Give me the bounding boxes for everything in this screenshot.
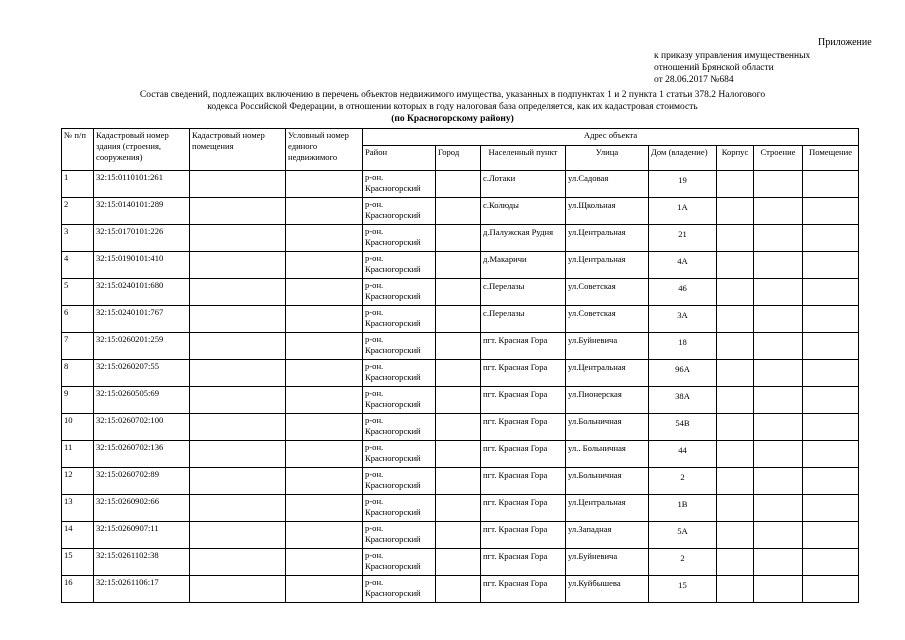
cell-building <box>754 360 803 387</box>
cell-conditional-number <box>286 522 363 549</box>
cell-room <box>803 576 859 603</box>
cell-conditional-number <box>286 306 363 333</box>
header-street: Улица <box>566 146 649 171</box>
cell-korpus <box>717 549 754 576</box>
cell-locality: с.Перелазы <box>481 306 566 333</box>
cell-cadastral-number: 32:15:0260201:259 <box>94 333 190 360</box>
cell-street: ул.. Больничная <box>566 441 649 468</box>
cell-num: 6 <box>62 306 94 333</box>
title-line-2: кодекса Российской Федерации, в отношении которых в году налоговая база определяется, как их кадастровая стоимость <box>207 102 698 112</box>
cell-building <box>754 333 803 360</box>
cell-locality: пгт. Красная Гора <box>481 441 566 468</box>
cell-cadastral-room <box>190 576 286 603</box>
cell-conditional-number <box>286 441 363 468</box>
header-house: Дом (владение) <box>649 146 717 171</box>
cell-cadastral-number: 32:15:0260207:55 <box>94 360 190 387</box>
table-row <box>62 252 859 279</box>
cell-building <box>754 522 803 549</box>
cell-building <box>754 441 803 468</box>
order-line: от 28.06.2017 №684 <box>654 75 734 85</box>
cell-num: 5 <box>62 279 94 306</box>
cell-cadastral-number: 32:15:0260702:100 <box>94 414 190 441</box>
table-row <box>62 171 859 198</box>
cell-locality: д.Палужская Рудня <box>481 225 566 252</box>
header-num: № п/п <box>62 129 94 171</box>
cell-conditional-number <box>286 387 363 414</box>
header-district: Район <box>363 146 436 171</box>
cell-room <box>803 225 859 252</box>
cell-street: ул.Щкольная <box>566 198 649 225</box>
table-body <box>62 171 859 603</box>
cell-house: 3А <box>649 306 717 333</box>
cell-cadastral-room <box>190 414 286 441</box>
cell-korpus <box>717 576 754 603</box>
order-line: к приказу управления имущественных <box>654 51 811 61</box>
cell-street: ул.Садовая <box>566 171 649 198</box>
cell-street: ул.Центральная <box>566 252 649 279</box>
property-register-table <box>61 128 859 603</box>
cell-street: ул.Больничная <box>566 468 649 495</box>
header-city: Город <box>436 146 481 171</box>
cell-locality: с.Лотаки <box>481 171 566 198</box>
cell-cadastral-number: 32:15:0260702:136 <box>94 441 190 468</box>
title-district: (по Красногорскому району) <box>391 114 514 124</box>
cell-house: 5А <box>649 522 717 549</box>
cell-locality: пгт. Красная Гора <box>481 360 566 387</box>
cell-cadastral-number: 32:15:0260505:69 <box>94 387 190 414</box>
cell-cadastral-room <box>190 279 286 306</box>
cell-korpus <box>717 279 754 306</box>
cell-locality: пгт. Красная Гора <box>481 414 566 441</box>
cell-building <box>754 225 803 252</box>
cell-korpus <box>717 387 754 414</box>
cell-korpus <box>717 171 754 198</box>
cell-cadastral-number: 32:15:0260907:11 <box>94 522 190 549</box>
table-row <box>62 333 859 360</box>
order-reference <box>654 50 810 86</box>
cell-locality: пгт. Красная Гора <box>481 495 566 522</box>
cell-building <box>754 549 803 576</box>
cell-building <box>754 576 803 603</box>
cell-locality: с.Перелазы <box>481 279 566 306</box>
cell-building <box>754 414 803 441</box>
cell-num: 2 <box>62 198 94 225</box>
cell-cadastral-room <box>190 441 286 468</box>
cell-num: 7 <box>62 333 94 360</box>
cell-district: р-он. Красногорский <box>363 198 436 225</box>
cell-locality: пгт. Красная Гора <box>481 468 566 495</box>
header-locality: Населенный пункт <box>481 146 566 171</box>
cell-korpus <box>717 495 754 522</box>
cell-room <box>803 468 859 495</box>
table-row <box>62 387 859 414</box>
cell-cadastral-number: 32:15:0261102:38 <box>94 549 190 576</box>
cell-conditional-number <box>286 252 363 279</box>
cell-street: ул.Советская <box>566 279 649 306</box>
cell-street: ул.Центральная <box>566 225 649 252</box>
cell-cadastral-number: 32:15:0140101:289 <box>94 198 190 225</box>
cell-num: 15 <box>62 549 94 576</box>
cell-room <box>803 360 859 387</box>
cell-num: 10 <box>62 414 94 441</box>
cell-house: 46 <box>649 279 717 306</box>
cell-city <box>436 522 481 549</box>
cell-cadastral-room <box>190 306 286 333</box>
cell-house: 15 <box>649 576 717 603</box>
cell-room <box>803 306 859 333</box>
table-row <box>62 576 859 603</box>
cell-house: 54В <box>649 414 717 441</box>
cell-street: ул.Больничная <box>566 414 649 441</box>
table-row <box>62 468 859 495</box>
cell-building <box>754 252 803 279</box>
cell-house: 44 <box>649 441 717 468</box>
cell-street: ул.Центральная <box>566 360 649 387</box>
cell-building <box>754 495 803 522</box>
cell-cadastral-room <box>190 468 286 495</box>
cell-city <box>436 360 481 387</box>
header-room: Помещение <box>803 146 859 171</box>
cell-house: 4А <box>649 252 717 279</box>
cell-district: р-он. Красногорский <box>363 414 436 441</box>
cell-conditional-number <box>286 468 363 495</box>
cell-num: 4 <box>62 252 94 279</box>
cell-district: р-он. Красногорский <box>363 522 436 549</box>
cell-house: 96А <box>649 360 717 387</box>
cell-locality: пгт. Красная Гора <box>481 549 566 576</box>
cell-street: ул.Буйневича <box>566 333 649 360</box>
cell-cadastral-room <box>190 252 286 279</box>
cell-city <box>436 279 481 306</box>
cell-district: р-он. Красногорский <box>363 333 436 360</box>
cell-building <box>754 387 803 414</box>
cell-cadastral-number: 32:15:0170101:226 <box>94 225 190 252</box>
header-cadastral-room: Кадастровый номер помещения <box>190 129 286 171</box>
cell-city <box>436 576 481 603</box>
header-korpus: Корпус <box>717 146 754 171</box>
cell-korpus <box>717 198 754 225</box>
cell-num: 14 <box>62 522 94 549</box>
cell-conditional-number <box>286 198 363 225</box>
cell-cadastral-room <box>190 360 286 387</box>
cell-district: р-он. Красногорский <box>363 252 436 279</box>
cell-city <box>436 387 481 414</box>
table-row <box>62 522 859 549</box>
cell-city <box>436 198 481 225</box>
cell-room <box>803 333 859 360</box>
title-line-1: Состав сведений, подлежащих включению в перечень объектов недвижимого имущества, указанных в подпунктах 1 и 2 пункта 1 статьи 378.2 Налогового <box>139 90 766 100</box>
cell-district: р-он. Красногорский <box>363 279 436 306</box>
table-row <box>62 225 859 252</box>
cell-house: 18 <box>649 333 717 360</box>
cell-room <box>803 198 859 225</box>
cell-cadastral-number: 32:15:0261106:17 <box>94 576 190 603</box>
cell-city <box>436 441 481 468</box>
cell-room <box>803 387 859 414</box>
cell-cadastral-room <box>190 387 286 414</box>
cell-cadastral-number: 32:15:0240101:680 <box>94 279 190 306</box>
cell-room <box>803 414 859 441</box>
cell-building <box>754 171 803 198</box>
cell-conditional-number <box>286 360 363 387</box>
cell-street: ул.Пионерская <box>566 387 649 414</box>
cell-district: р-он. Красногорский <box>363 495 436 522</box>
cell-room <box>803 522 859 549</box>
cell-district: р-он. Красногорский <box>363 441 436 468</box>
cell-district: р-он. Красногорский <box>363 360 436 387</box>
cell-cadastral-room <box>190 549 286 576</box>
cell-district: р-он. Красногорский <box>363 468 436 495</box>
cell-locality: пгт. Красная Гора <box>481 576 566 603</box>
cell-korpus <box>717 522 754 549</box>
header-cadastral-building: Кадастровый номер здания (строения, сооружения) <box>94 129 190 171</box>
cell-district: р-он. Красногорский <box>363 549 436 576</box>
cell-cadastral-room <box>190 495 286 522</box>
table-row <box>62 198 859 225</box>
cell-conditional-number <box>286 495 363 522</box>
cell-locality: пгт. Красная Гора <box>481 387 566 414</box>
cell-city <box>436 252 481 279</box>
cell-cadastral-number: 32:15:0110101:261 <box>94 171 190 198</box>
cell-korpus <box>717 306 754 333</box>
cell-conditional-number <box>286 279 363 306</box>
cell-city <box>436 306 481 333</box>
table-row <box>62 360 859 387</box>
cell-district: р-он. Красногорский <box>363 306 436 333</box>
cell-num: 1 <box>62 171 94 198</box>
cell-cadastral-number: 32:15:0260902:66 <box>94 495 190 522</box>
cell-korpus <box>717 360 754 387</box>
cell-room <box>803 252 859 279</box>
table-row <box>62 495 859 522</box>
cell-district: р-он. Красногорский <box>363 387 436 414</box>
cell-num: 12 <box>62 468 94 495</box>
cell-city <box>436 549 481 576</box>
cell-korpus <box>717 414 754 441</box>
cell-conditional-number <box>286 333 363 360</box>
cell-building <box>754 279 803 306</box>
cell-district: р-он. Красногорский <box>363 171 436 198</box>
cell-cadastral-room <box>190 333 286 360</box>
appendix-label: Приложение <box>818 37 872 48</box>
cell-cadastral-number: 32:15:0190101:410 <box>94 252 190 279</box>
table-row <box>62 279 859 306</box>
cell-cadastral-number: 32:15:0260702:89 <box>94 468 190 495</box>
cell-room <box>803 171 859 198</box>
order-line: отношений Брянской области <box>654 63 774 73</box>
cell-cadastral-room <box>190 225 286 252</box>
cell-korpus <box>717 252 754 279</box>
cell-conditional-number <box>286 576 363 603</box>
cell-conditional-number <box>286 549 363 576</box>
cell-korpus <box>717 468 754 495</box>
cell-house: 1А <box>649 198 717 225</box>
cell-cadastral-room <box>190 522 286 549</box>
cell-room <box>803 441 859 468</box>
cell-house: 1В <box>649 495 717 522</box>
cell-house: 2 <box>649 549 717 576</box>
cell-cadastral-room <box>190 198 286 225</box>
cell-district: р-он. Красногорский <box>363 576 436 603</box>
cell-room <box>803 495 859 522</box>
cell-house: 38А <box>649 387 717 414</box>
cell-locality: с.Колюды <box>481 198 566 225</box>
table-row <box>62 441 859 468</box>
cell-street: ул.Центральная <box>566 495 649 522</box>
cell-city <box>436 495 481 522</box>
table-row <box>62 306 859 333</box>
cell-city <box>436 333 481 360</box>
cell-cadastral-number: 32:15:0240101:767 <box>94 306 190 333</box>
cell-room <box>803 549 859 576</box>
cell-locality: пгт. Красная Гора <box>481 333 566 360</box>
cell-korpus <box>717 225 754 252</box>
cell-street: ул.Западная <box>566 522 649 549</box>
cell-num: 3 <box>62 225 94 252</box>
cell-city <box>436 225 481 252</box>
cell-building <box>754 468 803 495</box>
cell-building <box>754 198 803 225</box>
cell-house: 21 <box>649 225 717 252</box>
cell-building <box>754 306 803 333</box>
table-row <box>62 549 859 576</box>
cell-street: ул.Куйбышева <box>566 576 649 603</box>
cell-street: ул.Советская <box>566 306 649 333</box>
cell-conditional-number <box>286 225 363 252</box>
cell-num: 8 <box>62 360 94 387</box>
cell-house: 2 <box>649 468 717 495</box>
cell-city <box>436 414 481 441</box>
cell-district: р-он. Красногорский <box>363 225 436 252</box>
table-row <box>62 414 859 441</box>
cell-num: 11 <box>62 441 94 468</box>
cell-city <box>436 171 481 198</box>
cell-room <box>803 279 859 306</box>
cell-locality: д.Макаричи <box>481 252 566 279</box>
cell-num: 9 <box>62 387 94 414</box>
cell-korpus <box>717 333 754 360</box>
cell-conditional-number <box>286 171 363 198</box>
cell-num: 16 <box>62 576 94 603</box>
header-building: Строение <box>754 146 803 171</box>
cell-conditional-number <box>286 414 363 441</box>
cell-city <box>436 468 481 495</box>
cell-street: ул.Буйневича <box>566 549 649 576</box>
header-address: Адрес объекта <box>363 129 859 146</box>
header-conditional-number: Условный номер единого недвижимого <box>286 129 363 171</box>
cell-house: 19 <box>649 171 717 198</box>
cell-korpus <box>717 441 754 468</box>
document-title <box>0 89 905 125</box>
cell-cadastral-room <box>190 171 286 198</box>
cell-locality: пгт. Красная Гора <box>481 522 566 549</box>
cell-num: 13 <box>62 495 94 522</box>
